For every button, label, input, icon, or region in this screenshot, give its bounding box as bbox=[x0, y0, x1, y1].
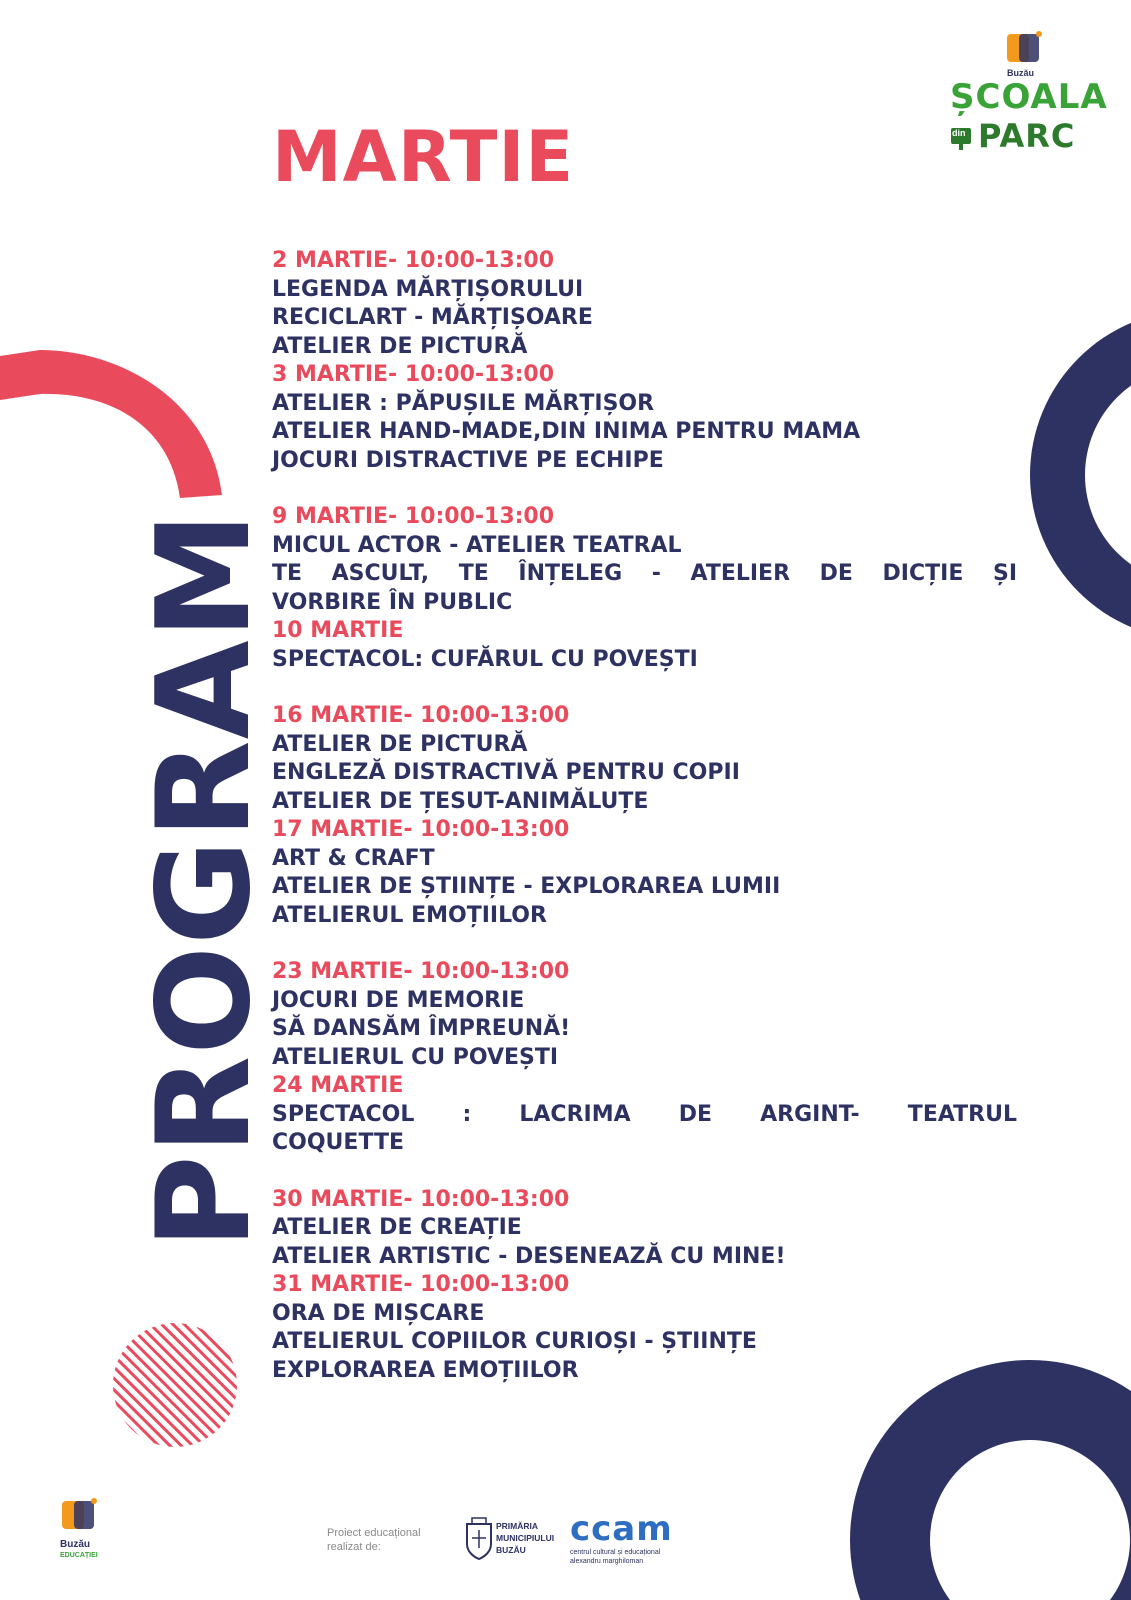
hatched-circle-decoration bbox=[110, 1320, 240, 1450]
buzau-mark-icon bbox=[60, 1495, 100, 1535]
schedule-activity: ATELIERUL CU POVEȘTI bbox=[272, 1044, 559, 1070]
spacer bbox=[272, 930, 1017, 958]
schedule-activity: LEGENDA MĂRȚIȘORULUI bbox=[272, 276, 584, 302]
city-crest-icon bbox=[464, 1516, 494, 1560]
spacer bbox=[272, 475, 1017, 503]
primaria-logo bbox=[464, 1516, 555, 1566]
schedule-activity: ATELIER ARTISTIC - DESENEAZĂ CU MINE! bbox=[272, 1243, 786, 1269]
schedule-activity: TE ASCULT, TE ÎNȚELEG - ATELIER DE DICȚIE ȘI bbox=[272, 561, 1017, 586]
navy-ring-bottom-decoration bbox=[840, 1350, 1131, 1600]
schedule-activity: ATELIER HAND-MADE,DIN INIMA PENTRU MAMA bbox=[272, 419, 861, 444]
schedule-date: 31 MARTIE- 10:00-13:00 bbox=[272, 1272, 570, 1297]
schedule-date: 10 MARTIE bbox=[272, 618, 404, 643]
schedule-date: 2 MARTIE- 10:00-13:00 bbox=[272, 248, 555, 273]
schedule-activity: SPECTACOL : LACRIMA DE ARGINT- TEATRUL bbox=[272, 1101, 1017, 1127]
schedule-activity: ENGLEZĂ DISTRACTIVĂ PENTRU COPII bbox=[272, 760, 740, 785]
logo-din-text: din bbox=[952, 128, 966, 138]
logo-bottom-sub: EDUCAȚIEI bbox=[60, 1552, 98, 1559]
logo-city-text: Buzău bbox=[1007, 68, 1034, 78]
schedule-activity: MICUL ACTOR - ATELIER TEATRAL bbox=[272, 532, 682, 558]
logo-parc-text: PARC bbox=[978, 117, 1076, 155]
schedule-activity: SPECTACOL: CUFĂRUL CU POVEȘTI bbox=[272, 646, 698, 672]
schedule-activity: RECICLART - MĂRȚIȘOARE bbox=[272, 305, 593, 330]
schedule-activity: JOCURI DISTRACTIVE PE ECHIPE bbox=[272, 447, 664, 473]
schedule-activity: ATELIER DE PICTURĂ bbox=[272, 333, 528, 359]
ccam-tag-line: centrul cultural și educațional bbox=[570, 1549, 661, 1556]
schedule-date: 30 MARTIE- 10:00-13:00 bbox=[272, 1186, 570, 1212]
spacer bbox=[272, 1158, 1017, 1186]
schedule-date: 9 MARTIE- 10:00-13:00 bbox=[272, 504, 555, 529]
schedule-date: 23 MARTIE- 10:00-13:00 bbox=[272, 959, 570, 984]
schedule-activity: ATELIER DE ȚESUT-ANIMĂLUȚE bbox=[272, 788, 649, 814]
schedule-date: 24 MARTIE bbox=[272, 1073, 404, 1098]
ccam-tagline bbox=[570, 1548, 700, 1566]
navy-ring-right-decoration bbox=[1030, 310, 1131, 640]
primaria-line: BUZĂU bbox=[496, 1545, 526, 1555]
logo-bottom-name: Buzău bbox=[60, 1539, 90, 1550]
primaria-line: PRIMĂRIA bbox=[496, 1521, 539, 1531]
schedule-date: 3 MARTIE- 10:00-13:00 bbox=[272, 362, 555, 387]
buzau-logo-bottom bbox=[58, 1495, 108, 1575]
buzau-mark-icon bbox=[1005, 28, 1045, 68]
ccam-logo bbox=[570, 1509, 700, 1572]
schedule-activity: JOCURI DE MEMORIE bbox=[272, 987, 525, 1013]
spacer bbox=[272, 674, 1017, 702]
primaria-line: MUNICIPIULUI bbox=[496, 1533, 555, 1543]
schedule-date: 16 MARTIE- 10:00-13:00 bbox=[272, 703, 570, 728]
footer-note bbox=[327, 1526, 457, 1554]
schedule-activity: COQUETTE bbox=[272, 1130, 404, 1155]
program-vertical-heading: PROGRAM bbox=[130, 510, 279, 1250]
primaria-text bbox=[496, 1520, 556, 1556]
schedule-activity: ATELIER DE ȘTIINȚE - EXPLORAREA LUMII bbox=[272, 874, 781, 899]
schedule-list bbox=[272, 247, 1017, 1385]
schedule-activity: ART & CRAFT bbox=[272, 845, 435, 871]
ccam-wordmark: ccam bbox=[570, 1509, 673, 1549]
schedule-date: 17 MARTIE- 10:00-13:00 bbox=[272, 817, 570, 842]
schedule-activity: ATELIER DE PICTURĂ bbox=[272, 731, 528, 757]
schedule-activity: ATELIER DE CREAȚIE bbox=[272, 1215, 522, 1240]
footer-note-line: realizat de: bbox=[327, 1541, 381, 1553]
ccam-tag-line: alexandru marghiloman bbox=[570, 1558, 644, 1565]
page-title: MARTIE bbox=[272, 116, 575, 198]
schedule-activity: VORBIRE ÎN PUBLIC bbox=[272, 589, 513, 615]
schedule-activity: SĂ DANSĂM ÎMPREUNĂ! bbox=[272, 1016, 571, 1041]
red-arc-decoration bbox=[0, 330, 230, 510]
scoala-din-parc-logo bbox=[950, 28, 1108, 163]
schedule-activity: ORA DE MIȘCARE bbox=[272, 1300, 485, 1326]
schedule-activity: ATELIER : PĂPUȘILE MĂRȚIȘOR bbox=[272, 390, 655, 416]
schedule-activity: EXPLORAREA EMOȚIILOR bbox=[272, 1357, 579, 1383]
footer-note-line: Proiect educațional bbox=[327, 1527, 421, 1539]
schedule-activity: ATELIERUL EMOȚIILOR bbox=[272, 902, 547, 928]
logo-scoala-text: ȘCOALA bbox=[950, 77, 1108, 117]
schedule-activity: ATELIERUL COPIILOR CURIOȘI - ȘTIINȚE bbox=[272, 1329, 757, 1354]
